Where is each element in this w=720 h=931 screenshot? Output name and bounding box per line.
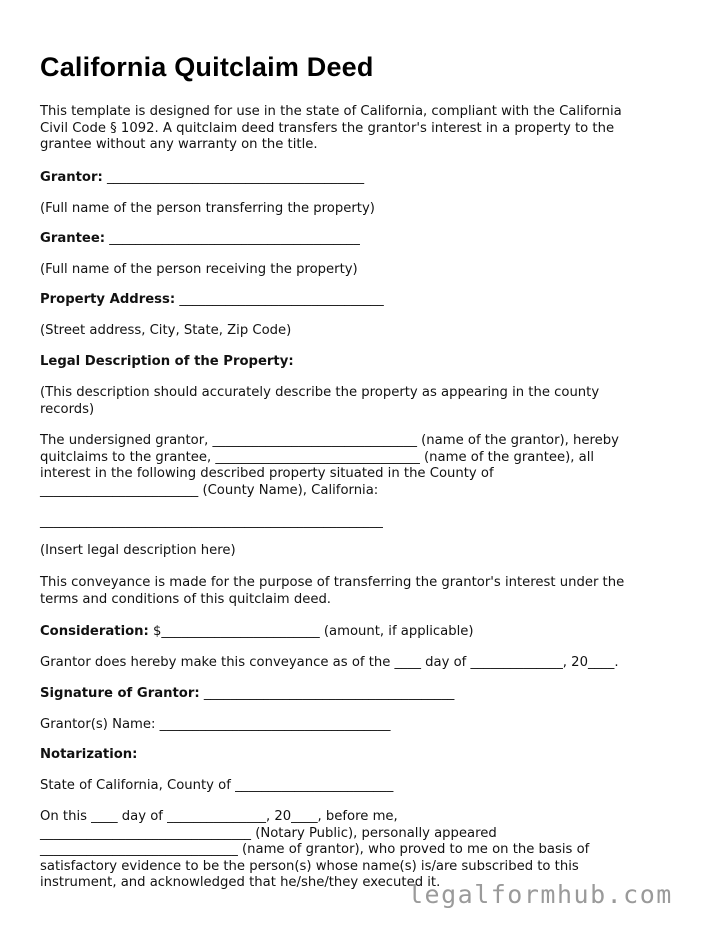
clause-line: The undersigned grantor, _______________________________ (name of the grantor), hereby: [40, 433, 619, 448]
clause-line: ________________________ (County Name), California:: [40, 482, 379, 498]
notary-state-line: State of California, County of ________________________: [40, 778, 394, 793]
note-line: (This description should accurately describe the property as appearing in the county: [40, 385, 600, 400]
notarization-heading: Notarization:: [40, 747, 138, 762]
grantee-field: [40, 231, 360, 248]
conveyance-line: This conveyance is made for the purpose of transferring the grantor's interest under the: [40, 575, 625, 590]
property-address-blank: _______________________________: [175, 292, 384, 307]
legal-description-note: [40, 385, 599, 418]
grantor-label: Grantor:: [40, 170, 103, 185]
ack-line: On this ____ day of _______________, 20____, before me,: [40, 809, 398, 824]
ack-line: instrument, and acknowledged that he/she/they executed it.: [40, 875, 441, 891]
grantor-blank: _______________________________________: [102, 170, 365, 185]
consideration-text: $________________________ (amount, if applicable): [148, 624, 474, 639]
property-address-field: [40, 292, 384, 309]
description-blank-line: ____________________________________________________: [40, 514, 383, 529]
intro-line: Civil Code § 1092. A quitclaim deed transfers the grantor's interest in a property to the: [40, 120, 615, 136]
consideration-label: Consideration:: [40, 624, 149, 639]
signature-blank: ______________________________________: [199, 686, 455, 701]
grantee-note: (Full name of the person receiving the property): [40, 262, 358, 277]
intro-line: grantee without any warranty on the title.: [40, 137, 318, 153]
grantor-note: (Full name of the person transferring the property): [40, 201, 375, 216]
grant-clause: [40, 433, 619, 499]
clause-line: quitclaims to the grantee, _______________________________ (name of the grantee), all: [40, 449, 595, 465]
grantor-field: [40, 170, 364, 187]
document-title: California Quitclaim Deed: [40, 52, 374, 82]
date-clause: Grantor does hereby make this conveyance as of the ____ day of ______________, 20____.: [40, 655, 619, 670]
insert-description-note: (Insert legal description here): [40, 543, 236, 558]
grantee-label: Grantee:: [40, 231, 106, 246]
ack-line: ______________________________ (name of grantor), who proved to me on the basis of: [40, 842, 590, 858]
ack-line: ________________________________ (Notary Public), personally appeared: [40, 825, 497, 841]
consideration-field: [40, 624, 474, 641]
intro-line: This template is designed for use in the state of California, compliant with the California: [40, 104, 622, 119]
property-address-label: Property Address:: [40, 292, 176, 307]
note-line: records): [40, 401, 95, 417]
property-address-note: (Street address, City, State, Zip Code): [40, 323, 292, 338]
clause-line: interest in the following described property situated in the County of: [40, 466, 494, 482]
conveyance-line: terms and conditions of this quitclaim deed.: [40, 591, 332, 607]
signature-label: Signature of Grantor:: [40, 686, 200, 701]
intro-paragraph: [40, 104, 622, 154]
grantor-name-field: Grantor(s) Name: ___________________________________: [40, 717, 391, 732]
ack-line: satisfactory evidence to be the person(s) whose name(s) is/are subscribed to this: [40, 858, 579, 874]
legal-description-heading: Legal Description of the Property:: [40, 354, 294, 369]
conveyance-paragraph: [40, 575, 624, 608]
grantee-blank: ______________________________________: [105, 231, 360, 246]
watermark: legalformhub.com: [408, 880, 673, 909]
signature-field: [40, 686, 454, 703]
